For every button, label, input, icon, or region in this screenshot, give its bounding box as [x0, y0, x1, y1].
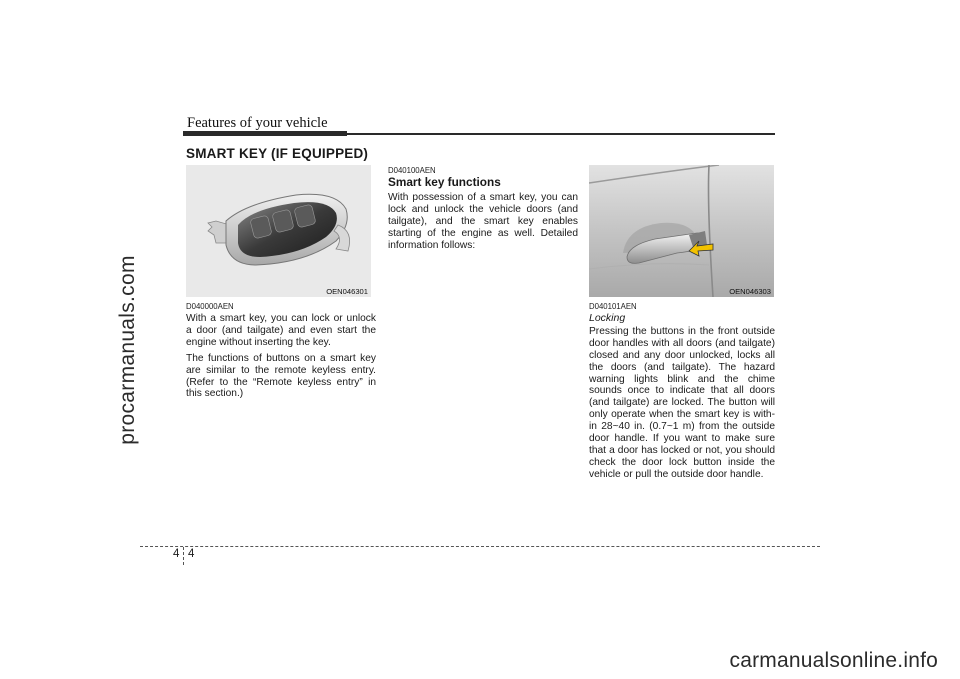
subsection-heading: Smart key functions — [388, 175, 501, 189]
door-handle-figure — [589, 165, 774, 297]
smart-key-figure — [186, 165, 371, 297]
door-handle-illustration — [589, 165, 774, 297]
left-column — [186, 302, 376, 404]
paragraph: With a smart key, you can lock or unlock a door (and tailgate) and even start the engine without inserting the key. — [186, 313, 376, 348]
watermark-bottom: carmanualsonline.info — [729, 649, 938, 672]
header-bar — [183, 131, 347, 136]
section-code: D040000AEN — [186, 302, 234, 311]
footer-rule — [140, 546, 820, 547]
paragraph: The functions of buttons on a smart key are similar to the remote keyless entry. (Refer to the “Remote keyless entry” in this section.) — [186, 352, 376, 400]
section-code: D040101AEN — [589, 302, 637, 311]
figure-label: OEN046301 — [326, 287, 368, 296]
page-header-title: Features of your vehicle — [187, 115, 328, 131]
right-column — [589, 302, 775, 485]
section-title: SMART KEY (IF EQUIPPED) — [186, 146, 369, 161]
middle-column — [388, 166, 578, 255]
page-number: 4 — [188, 548, 195, 560]
subsection-heading: Locking — [589, 312, 626, 324]
section-number: 4 — [173, 548, 180, 560]
paragraph: With possession of a smart key, you can lock and unlock the vehicle doors (and tailgate), and the smart key enables starting of the engine as well. Detailed information follows: — [388, 191, 578, 251]
figure-label: OEN046303 — [729, 287, 771, 296]
page-number-separator — [183, 547, 184, 565]
paragraph: Pressing the buttons in the front outside door handles with all doors (and tailgate) closed and any door unlocked, locks all the doors (and tailgate). The hazard warning lights blink and the chime sounds once to indicate that all doors (and tailgate) are locked. The button will only operate when the smart key is with-in 28~40 in. (0.7~1 m) from the outside door handle. If you want to make sure that a door has locked or not, you should check the door lock button inside the vehicle or pull the outside door handle. — [589, 325, 775, 480]
header-rule — [347, 133, 775, 135]
watermark-side-text: procarmanuals.com — [116, 255, 139, 445]
section-code: D040100AEN — [388, 166, 436, 175]
smart-key-illustration — [186, 165, 371, 297]
